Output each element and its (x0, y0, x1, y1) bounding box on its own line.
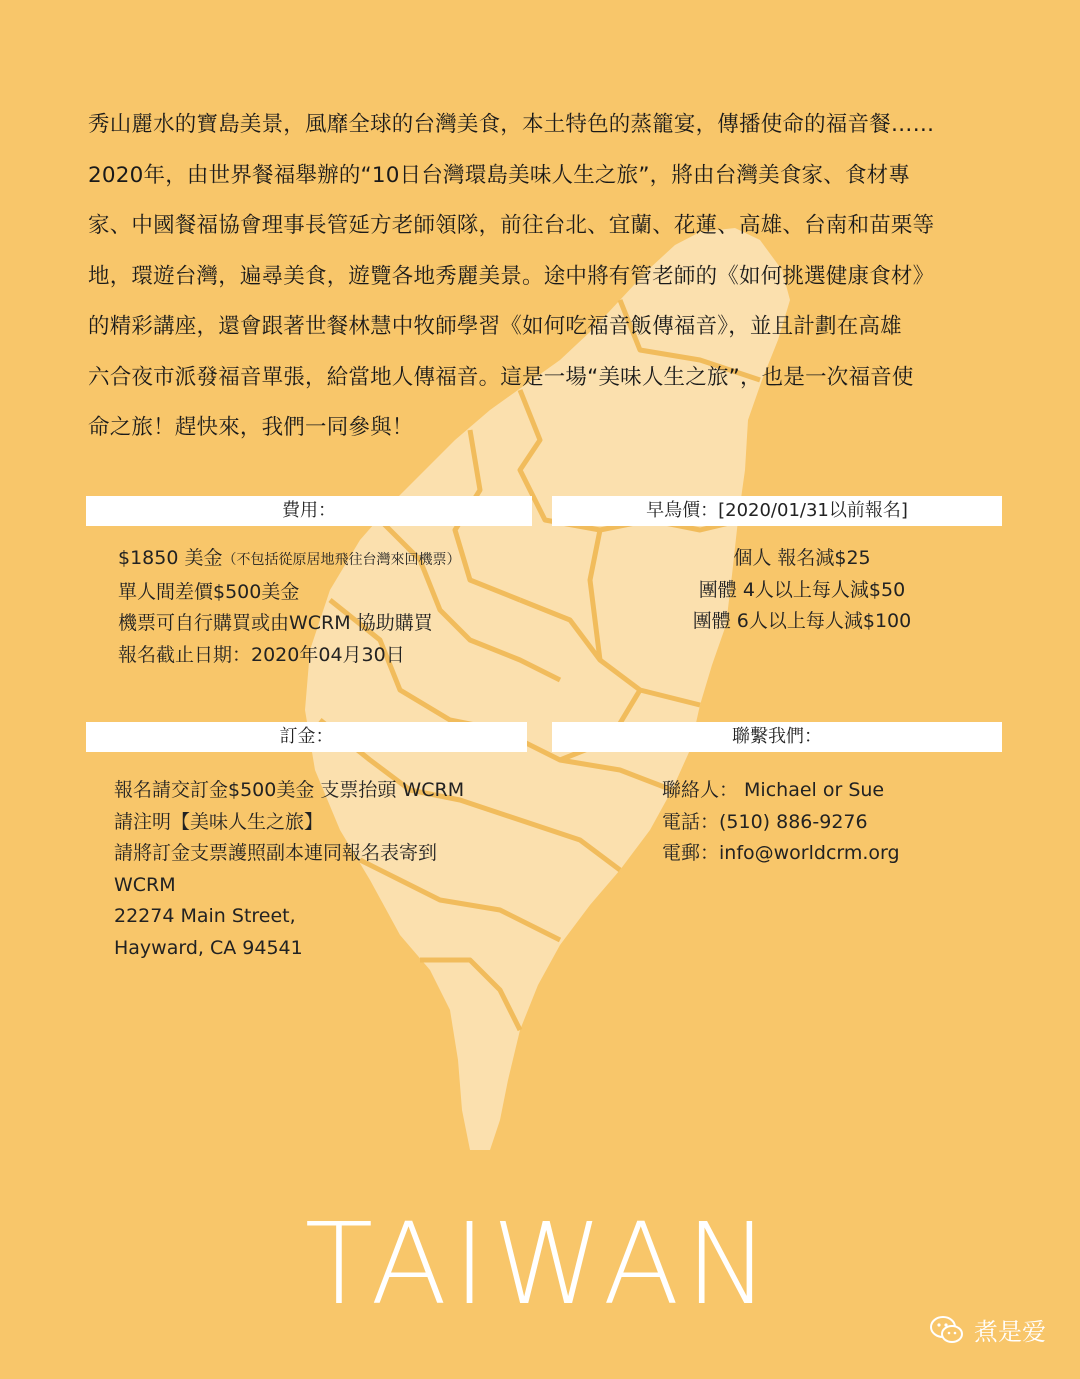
contact-header: 聯繫我們： (552, 722, 1002, 752)
deposit-line: WCRM (114, 873, 176, 896)
intro-paragraph (88, 100, 1008, 454)
deposit-line: 請將訂金支票護照副本連同報名表寄到 (114, 842, 438, 864)
wechat-icon (930, 1315, 964, 1345)
intro-line: 2020年，由世界餐福舉辦的“10日台灣環島美味人生之旅”，將由台灣美食家、食材專 (88, 162, 911, 188)
intro-line: 秀山麗水的寶島美景，風靡全球的台灣美食，本土特色的蒸籠宴，傳播使命的福音餐…… (88, 112, 935, 137)
intro-line: 的精彩講座，還會跟著世餐林慧中牧師學習《如何吃福音飯傳福音》，並且計劃在高雄 (88, 314, 902, 339)
fee-deadline: 報名截止日期：2020年04月30日 (118, 643, 405, 666)
contact-email: 電郵：info@worldcrm.org (662, 842, 900, 864)
fee-price: $1850 美金 (118, 547, 223, 569)
deposit-line: 22274 Main Street, (114, 905, 296, 927)
contact-details (662, 775, 900, 870)
intro-line: 家、中國餐福協會理事長管延方老師領隊，前往台北、宜蘭、花蓮、高雄、台南和苗栗等 (88, 213, 935, 238)
taiwan-title: TAIWAN (304, 1200, 776, 1330)
deposit-line: Hayward, CA 94541 (114, 936, 303, 959)
contact-person: 聯絡人： Michael or Sue (662, 779, 885, 801)
deposit-line: 請注明【美味人生之旅】 (114, 810, 324, 833)
deposit-header: 訂金： (86, 722, 527, 752)
intro-line: 命之旅！趕快來，我們一同參與！ (88, 415, 414, 440)
early-bird-header: 早鳥價：[2020/01/31以前報名] (552, 496, 1002, 526)
fee-single-room: 單人間差價$500美金 (118, 580, 300, 603)
wechat-watermark (930, 1312, 1046, 1347)
early-bird-line: 團體 4人以上每人減$50 (698, 578, 906, 601)
deposit-details (114, 775, 464, 964)
intro-line: 六合夜市派發福音單張，給當地人傳福音。這是一場“美味人生之旅”，也是一次福音使 (88, 364, 914, 390)
early-bird-details (552, 543, 1052, 638)
fee-price-note: （不包括從原居地飛往台灣來回機票） (222, 552, 461, 568)
contact-phone: 電話：(510) 886-9276 (662, 810, 868, 833)
early-bird-line: 團體 6人以上每人減$100 (692, 610, 912, 632)
fee-details (118, 543, 460, 671)
watermark-text: 煮是爱 (974, 1318, 1046, 1346)
fee-header: 費用： (86, 496, 532, 526)
deposit-line: 報名請交訂金$500美金 支票抬頭 WCRM (114, 779, 465, 801)
fee-ticket: 機票可自行購買或由WCRM 協助購買 (118, 612, 433, 634)
early-bird-line: 個人 報名減$25 (733, 547, 871, 569)
fee-price-line (118, 543, 460, 577)
intro-line: 地，環遊台灣，遍尋美食，遊覽各地秀麗美景。途中將有管老師的《如何挑選健康食材》 (88, 263, 935, 289)
